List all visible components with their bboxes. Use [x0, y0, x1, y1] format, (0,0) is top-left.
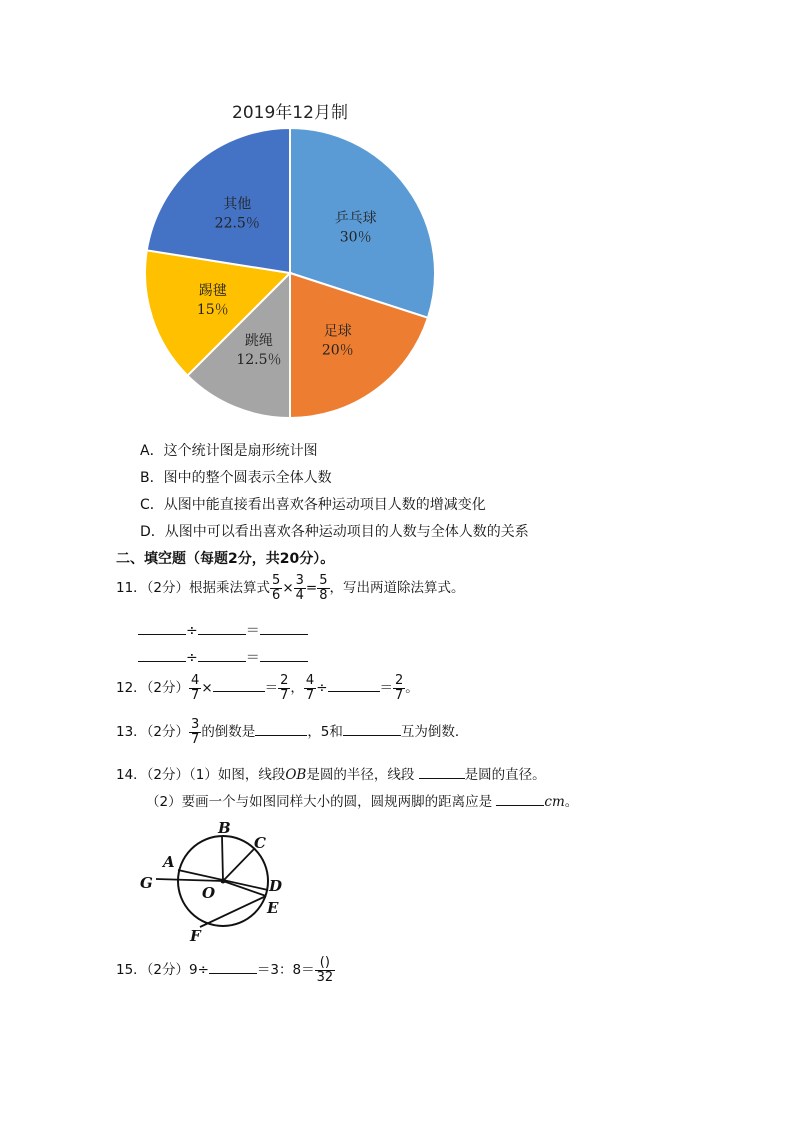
slice-label: 踢毽 — [198, 283, 227, 300]
q13-prefix: 13．（2分） — [116, 724, 190, 741]
question-13: 13．（2分） $\frac{3}{7}$ 的倒数是 ，5和 互为倒数． — [116, 717, 469, 747]
slice-label: 跳绳 — [244, 333, 273, 350]
unit-cm: cm — [544, 794, 565, 810]
q11-times: × — [282, 580, 294, 597]
slice-percent-label: 30％ — [339, 229, 372, 246]
q11-suffix: ，写出两道除法算式。 — [329, 580, 465, 597]
option-b: B．图中的整个圆表示全体人数 — [140, 470, 332, 486]
answer-blank[interactable] — [138, 622, 186, 635]
answer-blank[interactable] — [209, 961, 257, 974]
q12-prefix: 12．（2分） — [116, 680, 190, 697]
answer-blank[interactable] — [138, 649, 186, 662]
circle-figure — [138, 818, 288, 943]
q12-fraction-4: $\frac{2}{7}$ — [395, 673, 404, 703]
segment-ob — [222, 836, 223, 881]
slice-label: 足球 — [323, 323, 352, 340]
chart-title: 2019年12月制 — [232, 103, 348, 123]
q12-fraction-3: $\frac{4}{7}$ — [305, 673, 315, 703]
question-15: 15．（2分）9÷ ＝3：8＝ $\frac{()}{32}$ — [116, 955, 334, 985]
answer-blank[interactable] — [260, 649, 308, 662]
q11-fraction-3: $\frac{5}{8}$ — [319, 573, 328, 603]
label-o: O — [202, 884, 216, 902]
pie-chart — [130, 115, 450, 435]
answer-blank[interactable] — [260, 622, 308, 635]
segment-oc — [223, 848, 255, 881]
question-11 — [116, 574, 465, 602]
answer-blank[interactable] — [328, 679, 380, 692]
answer-blank[interactable] — [419, 766, 465, 779]
question-14-part-2: （2）要画一个与如图同样大小的圆，圆规两脚的距离应是 cm。 — [146, 794, 579, 810]
q11-fraction-1: $\frac{5}{6}$ — [272, 573, 281, 603]
label-f: F — [190, 927, 201, 943]
center-point — [221, 879, 226, 884]
label-g: G — [140, 874, 153, 892]
slice-label: 其他 — [223, 196, 252, 213]
q11-answer-line-1: ÷ ＝ — [138, 620, 308, 640]
q11-answer-line-2: ÷ ＝ — [138, 647, 308, 667]
q12-fraction-2: $\frac{2}{7}$ — [280, 673, 289, 703]
slice-percent-label: 22.5％ — [214, 215, 260, 232]
slice-label: 乒乓球 — [334, 210, 377, 227]
slice-percent-label: 15％ — [196, 302, 229, 319]
label-c: C — [254, 834, 266, 852]
answer-blank[interactable] — [496, 793, 544, 806]
answer-blank[interactable] — [213, 679, 265, 692]
q13-fraction-1: $\frac{3}{7}$ — [191, 717, 200, 747]
segment-ob-label: OB — [285, 767, 307, 783]
segment-og — [156, 879, 223, 881]
option-a: A．这个统计图是扇形统计图 — [140, 443, 318, 459]
q11-fraction-2: $\frac{3}{4}$ — [295, 573, 304, 603]
label-e: E — [267, 899, 279, 917]
question-12: 12．（2分） $\frac{4}{7}$ × ＝ $\frac{2}{7}$ ， $\frac{4}{7}$ ÷ ＝ $\frac{2}{7}$ 。 — [116, 673, 419, 703]
slice-percent-label: 12.5％ — [236, 352, 282, 369]
q12-fraction-1: $\frac{4}{7}$ — [191, 673, 200, 703]
question-14-part-1: 14．（2分）（1）如图，线段OB是圆的半径，线段 是圆的直径。 — [116, 767, 546, 783]
answer-blank[interactable] — [198, 649, 246, 662]
q15-fraction-1: $\frac{()}{32}$ — [316, 955, 334, 985]
answer-blank[interactable] — [198, 622, 246, 635]
label-d: D — [269, 877, 283, 895]
answer-blank[interactable] — [255, 723, 307, 736]
q11-prefix: 11．（2分）根据乘法算式 — [116, 580, 271, 597]
label-b: B — [218, 819, 231, 837]
slice-percent-label: 20％ — [321, 342, 354, 359]
option-d: D．从图中可以看出喜欢各种运动项目的人数与全体人数的关系 — [140, 524, 529, 540]
q11-eq: = — [305, 580, 318, 597]
section-title: 二、填空题（每题2分，共20分）。 — [116, 551, 335, 567]
label-a: A — [163, 853, 175, 871]
pie-slice — [147, 128, 290, 273]
answer-blank[interactable] — [343, 723, 401, 736]
option-c: C．从图中能直接看出喜欢各种运动项目人数的增减变化 — [140, 497, 486, 513]
